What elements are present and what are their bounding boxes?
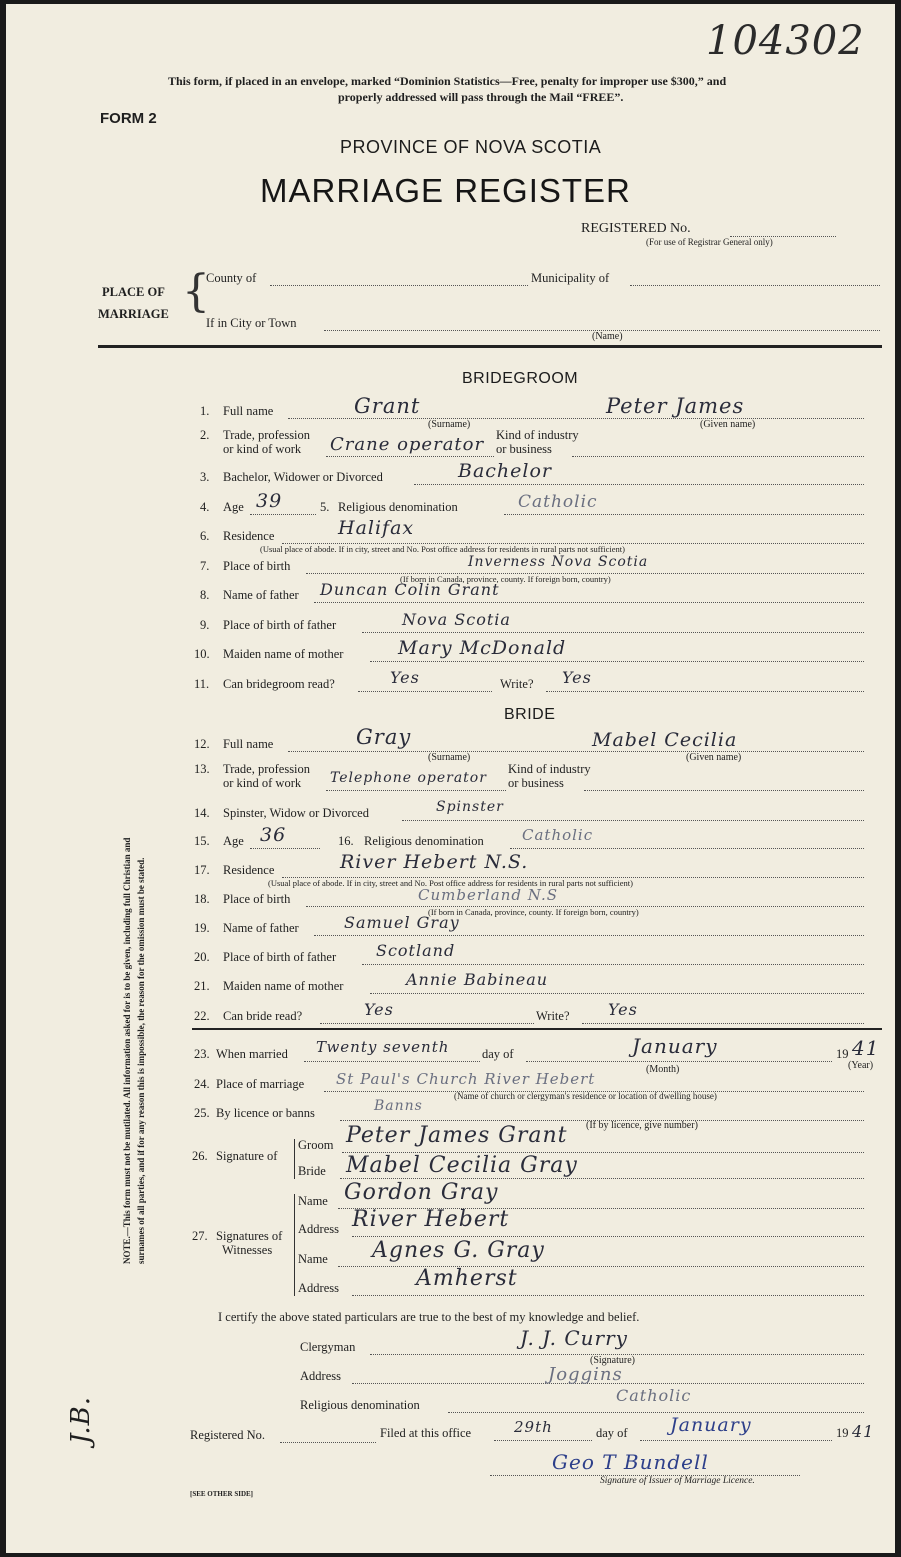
groom-trade: Crane operator — [330, 434, 485, 455]
county-label: County of — [206, 271, 257, 285]
marriage-place: St Paul's Church River Hebert — [336, 1070, 596, 1088]
f22-line — [320, 1023, 534, 1024]
clergy-denomination: Catholic — [616, 1386, 692, 1405]
f12-num: 12. — [194, 737, 210, 751]
bride-father: Samuel Gray — [344, 913, 460, 932]
f23-month-line — [526, 1061, 832, 1062]
bride-industry-label-b: or business — [508, 776, 564, 790]
city-label: If in City or Town — [206, 316, 297, 330]
witness1-name-label: Name — [298, 1194, 328, 1208]
groom-industry-line — [572, 456, 864, 457]
form-label: FORM 2 — [100, 110, 157, 127]
bride-birthplace: Cumberland N.S — [418, 886, 558, 904]
f17-label: Residence — [223, 863, 275, 877]
groom-signature: Peter James Grant — [346, 1123, 568, 1148]
name-caption: (Name) — [592, 331, 623, 342]
f26-label: Signature of — [216, 1149, 278, 1163]
f10-label: Maiden name of mother — [223, 647, 344, 661]
bride-industry-label-a: Kind of industry — [508, 762, 591, 776]
f8-line — [314, 602, 864, 603]
divider-bride — [192, 1028, 882, 1030]
f24-caption: (Name of church or clergyman's residence or location of dwelling house) — [454, 1091, 717, 1101]
municipality-line — [630, 285, 880, 286]
f6-label: Residence — [223, 529, 275, 543]
registered-no-label: REGISTERED No. — [581, 221, 691, 236]
f7-caption: (If born in Canada, province, county. If foreign born, country) — [400, 574, 611, 584]
county-line — [270, 285, 528, 286]
groom-age: 39 — [256, 490, 283, 512]
f1-line — [288, 418, 864, 419]
signature-caption: (Signature) — [590, 1355, 635, 1366]
f10-num: 10. — [194, 647, 210, 661]
f24-num: 24. — [194, 1077, 210, 1091]
f19-label: Name of father — [223, 921, 299, 935]
f1-num: 1. — [200, 404, 210, 418]
f2-label-b: or kind of work — [223, 442, 302, 456]
f11-line — [358, 691, 492, 692]
f7-label: Place of birth — [223, 559, 291, 573]
bride-father-birthplace: Scotland — [376, 941, 456, 960]
groom-write: Yes — [562, 668, 592, 687]
marriage-month: January — [632, 1034, 718, 1058]
clergy-address-label: Address — [300, 1369, 341, 1383]
f19-line — [314, 935, 864, 936]
filed-year-prefix: 19 — [836, 1426, 849, 1440]
issuer-signature: Geo T Bundell — [552, 1450, 709, 1474]
marriage-day: Twenty seventh — [316, 1038, 450, 1056]
bride-mother: Annie Babineau — [406, 970, 549, 989]
f11-num: 11. — [194, 677, 210, 691]
bride-surname-caption: (Surname) — [428, 752, 471, 763]
clergyman-label: Clergyman — [300, 1340, 356, 1354]
f24-label: Place of marriage — [216, 1077, 305, 1091]
marriage-year: 41 — [852, 1036, 880, 1060]
filed-month-line — [640, 1440, 832, 1441]
issuer-caption: Signature of Issuer of Marriage Licence. — [600, 1476, 755, 1486]
groom-birthplace: Inverness Nova Scotia — [468, 554, 649, 570]
marriage-year-prefix: 19 — [836, 1047, 849, 1061]
f25-caption: (If by licence, give number) — [586, 1120, 698, 1131]
f7-num: 7. — [200, 559, 210, 573]
witness1-address: River Hebert — [352, 1207, 510, 1232]
groom-surname-caption: (Surname) — [428, 419, 471, 430]
filed-day-of-label: day of — [596, 1426, 628, 1440]
clergy-address: Joggins — [548, 1364, 623, 1385]
margin-note-line1: NOTE.—This form must not be mutilated. All information asked for is to be given, including full Christian and — [122, 837, 132, 1264]
f27-bracket — [294, 1194, 295, 1296]
groom-sig-label: Groom — [298, 1138, 334, 1152]
witness2-name-label: Name — [298, 1252, 328, 1266]
witness1-address-line — [352, 1236, 864, 1237]
f21-line — [370, 993, 864, 994]
f1-label: Full name — [223, 404, 274, 418]
f27-label-a: Signatures of — [216, 1229, 283, 1243]
marriage-licence: Banns — [374, 1098, 423, 1114]
bride-residence: River Hebert N.S. — [340, 851, 529, 873]
witness2-address-line — [352, 1295, 864, 1296]
f10-line — [370, 661, 864, 662]
f21-num: 21. — [194, 979, 210, 993]
f22-num: 22. — [194, 1009, 210, 1023]
postal-notice-line1: This form, if placed in an envelope, marked “Dominion Statistics—Free, penalty for improper use $300,” and — [168, 74, 727, 88]
certification-statement: I certify the above stated particulars are true to the best of my knowledge and belief. — [218, 1310, 640, 1324]
witness1-name: Gordon Gray — [344, 1180, 499, 1205]
filed-year: 41 — [852, 1422, 875, 1441]
registered-no-bottom-label: Registered No. — [190, 1428, 265, 1442]
place-label-1: PLACE OF — [102, 285, 165, 299]
f17-caption: (Usual place of abode. If in city, street and No. Post office address for residents in rural parts not sufficient) — [268, 878, 633, 888]
witness2-name: Agnes G. Gray — [372, 1238, 545, 1263]
f27-label-b: Witnesses — [222, 1243, 273, 1257]
f9-line — [362, 632, 864, 633]
groom-write-line — [546, 691, 864, 692]
groom-religion: Catholic — [518, 492, 598, 512]
f13-label-b: or kind of work — [223, 776, 302, 790]
f26-bracket — [294, 1139, 295, 1179]
f18-caption: (If born in Canada, province, county. If foreign born, country) — [428, 907, 639, 917]
f9-label: Place of birth of father — [223, 618, 337, 632]
f12-line — [288, 751, 864, 752]
bride-industry-line — [584, 790, 864, 791]
filed-day: 29th — [514, 1418, 553, 1436]
place-label-2: MARRIAGE — [98, 307, 169, 321]
groom-industry-label-b: or business — [496, 442, 552, 456]
clergy-denomination-label: Religious denomination — [300, 1398, 420, 1412]
groom-status: Bachelor — [458, 460, 553, 482]
bride-trade: Telephone operator — [330, 770, 487, 786]
f5-line — [504, 514, 864, 515]
f15-num: 15. — [194, 834, 210, 848]
f13-label-a: Trade, profession — [223, 762, 311, 776]
bride-sig-label: Bride — [298, 1164, 326, 1178]
f23-day-line — [304, 1061, 480, 1062]
bride-age: 36 — [260, 824, 287, 846]
f11-label: Can bridegroom read? — [223, 677, 335, 691]
f13-line — [326, 790, 506, 791]
f3-num: 3. — [200, 470, 210, 484]
f17-num: 17. — [194, 863, 210, 877]
f3-line — [414, 484, 864, 485]
f2-line — [326, 456, 494, 457]
bride-heading: BRIDE — [504, 706, 556, 723]
f4-label: Age — [223, 500, 244, 514]
f18-num: 18. — [194, 892, 210, 906]
divider-top — [98, 345, 882, 348]
f2-label-a: Trade, profession — [223, 428, 311, 442]
f14-label: Spinster, Widow or Divorced — [223, 806, 369, 820]
bride-write-label: Write? — [536, 1009, 570, 1023]
bride-status: Spinster — [436, 799, 504, 815]
groom-father-birthplace: Nova Scotia — [402, 610, 511, 629]
groom-surname: Grant — [354, 394, 421, 418]
province-heading: PROVINCE OF NOVA SCOTIA — [340, 137, 602, 157]
groom-father: Duncan Colin Grant — [320, 580, 500, 599]
f14-num: 14. — [194, 806, 210, 820]
filed-label: Filed at this office — [380, 1426, 472, 1440]
f23-num: 23. — [194, 1047, 210, 1061]
f8-num: 8. — [200, 588, 210, 602]
bride-write: Yes — [608, 1000, 638, 1019]
see-other-side: [SEE OTHER SIDE] — [190, 1490, 254, 1498]
f4-line — [250, 514, 316, 515]
registrar-note: (For use of Registrar General only) — [646, 237, 773, 247]
f18-label: Place of birth — [223, 892, 291, 906]
groom-given-name: Peter James — [606, 394, 745, 418]
f22-label: Can bride read? — [223, 1009, 303, 1023]
bride-religion: Catholic — [522, 826, 594, 844]
municipality-label: Municipality of — [531, 271, 610, 285]
f3-label: Bachelor, Widower or Divorced — [223, 470, 383, 484]
f13-num: 13. — [194, 762, 210, 776]
f6-num: 6. — [200, 529, 210, 543]
groom-residence: Halifax — [338, 517, 415, 539]
groom-write-label: Write? — [500, 677, 534, 691]
bride-read: Yes — [364, 1000, 394, 1019]
groom-given-caption: (Given name) — [700, 419, 756, 430]
witness1-address-label: Address — [298, 1222, 339, 1236]
groom-read: Yes — [390, 668, 420, 687]
place-brace: { — [182, 266, 210, 317]
f15-line — [250, 848, 320, 849]
f23-label: When married — [216, 1047, 288, 1061]
bride-signature: Mabel Cecilia Gray — [346, 1153, 578, 1178]
month-caption: (Month) — [646, 1064, 680, 1075]
postal-notice-line2: properly addressed will pass through the Mail “FREE”. — [338, 90, 624, 104]
witness2-address: Amherst — [416, 1266, 518, 1291]
bride-write-line — [582, 1023, 864, 1024]
f25-label: By licence or banns — [216, 1106, 315, 1120]
f9-num: 9. — [200, 618, 210, 632]
marriage-register-form — [6, 4, 895, 1553]
bride-sig-line — [340, 1178, 864, 1179]
year-caption: (Year) — [848, 1060, 874, 1071]
page-title: MARRIAGE REGISTER — [260, 172, 631, 209]
registered-no-bottom-line — [280, 1442, 376, 1443]
f16-num: 16. — [338, 834, 354, 848]
clergyman-signature: J. J. Curry — [520, 1326, 628, 1350]
filed-day-line — [494, 1440, 592, 1441]
bride-given-caption: (Given name) — [686, 752, 742, 763]
stamp-number: 104302 — [706, 18, 865, 64]
f20-line — [362, 964, 864, 965]
f26-num: 26. — [192, 1149, 208, 1163]
groom-industry-label-a: Kind of industry — [496, 428, 579, 442]
f21-label: Maiden name of mother — [223, 979, 344, 993]
f20-num: 20. — [194, 950, 210, 964]
bridegroom-heading: BRIDEGROOM — [462, 370, 579, 387]
f20-label: Place of birth of father — [223, 950, 337, 964]
filed-month: January — [670, 1414, 752, 1436]
witness2-address-label: Address — [298, 1281, 339, 1295]
f5-label: Religious denomination — [338, 500, 458, 514]
f19-num: 19. — [194, 921, 210, 935]
f4-num: 4. — [200, 500, 210, 514]
f27-num: 27. — [192, 1229, 208, 1243]
f16-label: Religious denomination — [364, 834, 484, 848]
f15-label: Age — [223, 834, 244, 848]
groom-mother: Mary McDonald — [398, 637, 567, 659]
bride-surname: Gray — [356, 725, 412, 749]
f25-num: 25. — [194, 1106, 210, 1120]
f16-line — [510, 848, 864, 849]
marriage-day-of-label: day of — [482, 1047, 514, 1061]
margin-initials: J.B. — [66, 1395, 96, 1444]
f14-line — [402, 820, 864, 821]
margin-note-line2: surnames of all parties, and if for any reason this is impossible, the reason for the omission must be stated. — [136, 857, 146, 1264]
f12-label: Full name — [223, 737, 274, 751]
f6-caption: (Usual place of abode. If in city, street and No. Post office address for residents in rural parts not sufficient) — [260, 544, 625, 554]
f2-num: 2. — [200, 428, 210, 442]
clergy-denomination-line — [448, 1412, 864, 1413]
f5-num: 5. — [320, 500, 330, 514]
f8-label: Name of father — [223, 588, 299, 602]
bride-given-name: Mabel Cecilia — [592, 729, 738, 751]
